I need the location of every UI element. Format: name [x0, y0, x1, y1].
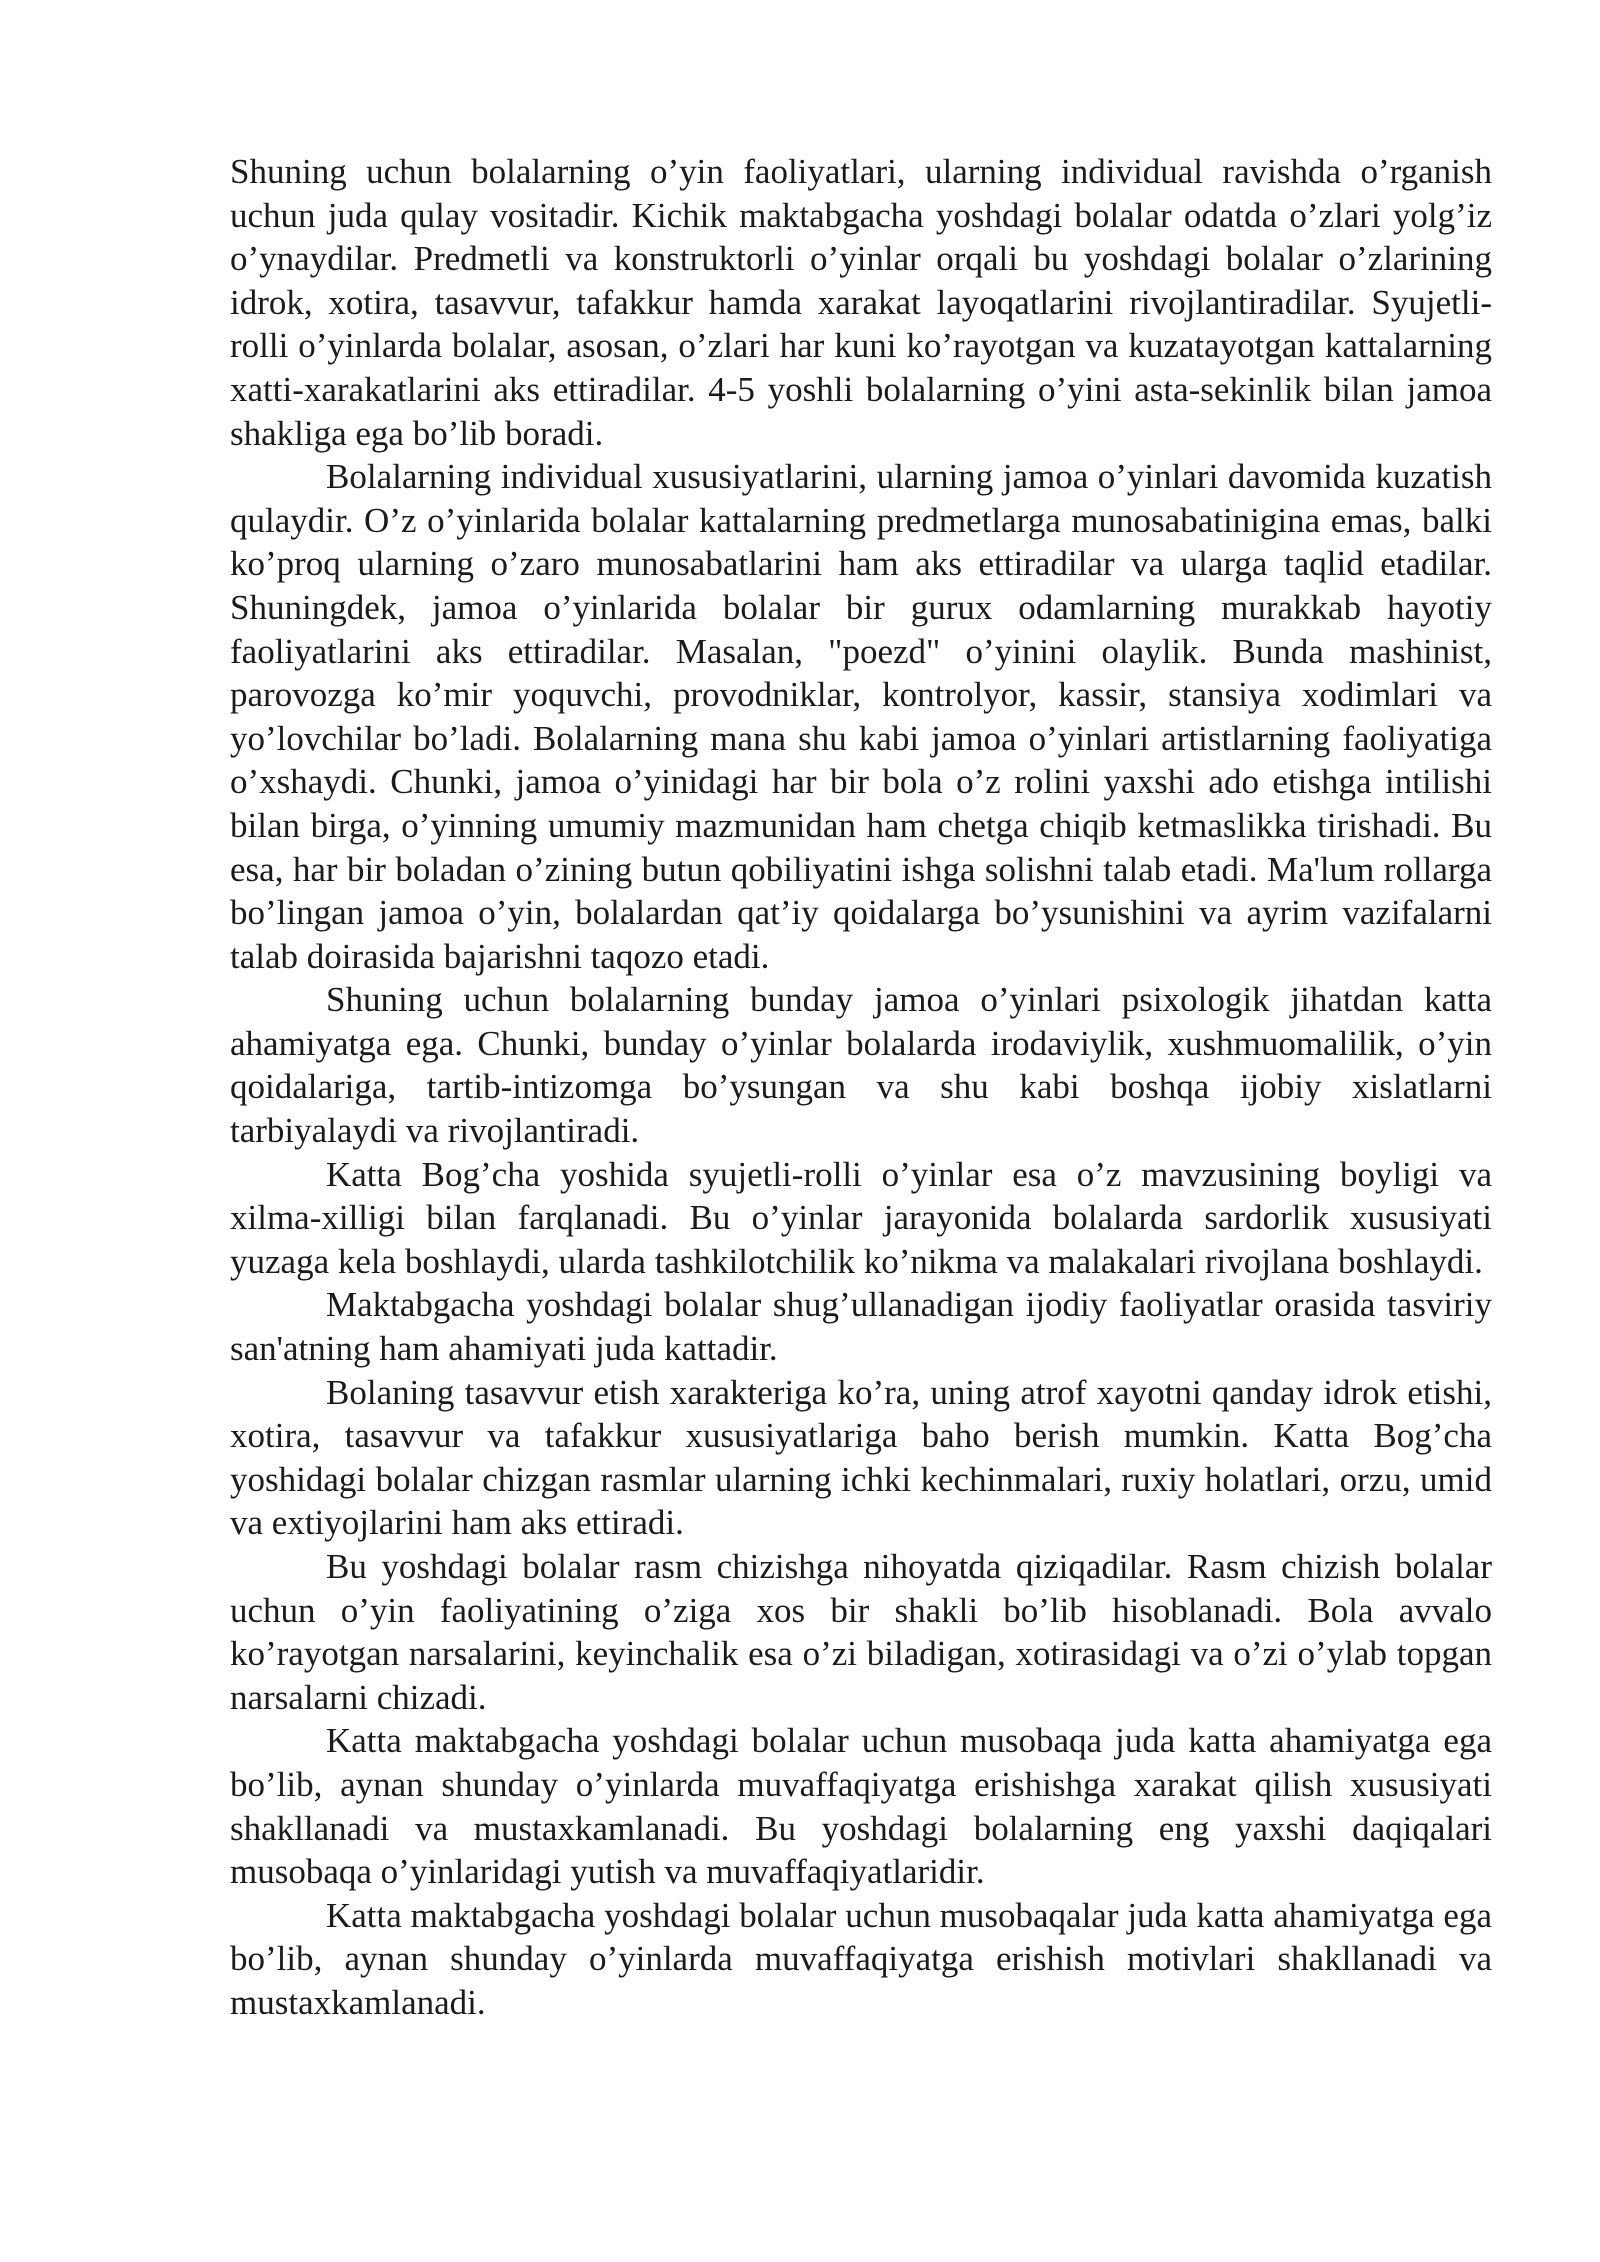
paragraph: Bolaning tasavvur etish xarakteriga ko’ra, uning atrof xayotni qanday idrok etishi, xotira, tasavvur va tafakkur xususiyatlariga baho berish mumkin. Katta Bog’cha yoshidagi bolalar chizgan rasmlar ularning ichki kechinmalari, ruxiy holatlari, orzu, umid va extiyojlarini ham aks ettiradi. — [230, 1372, 1492, 1543]
paragraph: Katta maktabgacha yoshdagi bolalar uchun musobaqalar juda katta ahamiyatga ega bo’lib, aynan shunday o’yinlarda muvaffaqiyatga erishish motivlari shakllanadi va mustaxkamlanadi. — [230, 1895, 1492, 2022]
paragraph: Katta Bog’cha yoshida syujetli-rolli o’yinlar esa o’z mavzusining boyligi va xilma-xilligi bilan farqlanadi. Bu o’yinlar jarayonida bolalarda sardorlik xususiyati yuzaga kela boshlaydi, ularda tashkilotchilik ko’nikma va malakalari rivojlana boshlaydi. — [230, 1154, 1492, 1281]
paragraph: Shuning uchun bolalarning o’yin faoliyatlari, ularning individual ravishda o’rganish uchun juda qulay vositadir. Kichik maktabgacha yoshdagi bolalar odatda o’zlari yolg’iz o’ynaydilar. Predmetli va konstruktorli o’yinlar orqali bu yoshdagi bolalar o’zlarining idrok, xotira, tasavvur, tafakkur hamda xarakat layoqatlarini rivojlantiradilar. Syujetli-rolli o’yinlarda bolalar, asosan, o’zlari har kuni ko’rayotgan va kuzatayotgan kattalarning xatti-xarakatlarini aks ettiradilar. 4-5 yoshli bolalarning o’yini asta-sekinlik bilan jamoa shakliga ega bo’lib boradi. — [230, 152, 1492, 453]
paragraph: Bu yoshdagi bolalar rasm chizishga nihoyatda qiziqadilar. Rasm chizish bolalar uchun o’yin faoliyatining o’ziga xos bir shakli bo’lib hisoblanadi. Bola avvalo ko’rayotgan narsalarini, keyinchalik esa o’zi biladigan, xotirasidagi va o’zi o’ylab topgan narsalarni chizadi. — [230, 1547, 1492, 1717]
document-page — [230, 150, 1492, 2025]
paragraph: Maktabgacha yoshdagi bolalar shug’ullanadigan ijodiy faoliyatlar orasida tasviriy san'atning ham ahamiyati juda kattadir. — [230, 1285, 1492, 1369]
paragraph: Katta maktabgacha yoshdagi bolalar uchun musobaqa juda katta ahamiyatga ega bo’lib, aynan shunday o’yinlarda muvaffaqiyatga erishishga xarakat qilish xususiyati shakllanadi va mustaxkamlanadi. Bu yoshdagi bolalarning eng yaxshi daqiqalari musobaqa o’yinlaridagi yutish va muvaffaqiyatlaridir. — [230, 1721, 1492, 1892]
paragraph: Shuning uchun bolalarning bunday jamoa o’yinlari psixologik jihatdan katta ahamiyatga ega. Chunki, bunday o’yinlar bolalarda irodaviylik, xushmuomalilik, o’yin qoidalariga, tartib-intizomga bo’ysungan va shu kabi boshqa ijobiy xislatlarni tarbiyalaydi va rivojlantiradi. — [230, 980, 1492, 1151]
paragraph: Bolalarning individual xususiyatlarini, ularning jamoa o’yinlari davomida kuzatish qulaydir. O’z o’yinlarida bolalar kattalarning predmetlarga munosabatinigina emas, balki ko’proq ularning o’zaro munosabatlarini ham aks ettiradilar va ularga taqlid etadilar. Shuningdek, jamoa o’yinlarida bolalar bir gurux odamlarning murakkab hayotiy faoliyatlarini aks ettiradilar. Masalan, "poezd" o’yinini olaylik. Bunda mashinist, parovozga ko’mir yoquvchi, provodniklar, kontrolyor, kassir, stansiya xodimlari va yo’lovchilar bo’ladi. Bolalarning mana shu kabi jamoa o’yinlari artistlarning faoliyatiga o’xshaydi. Chunki, jamoa o’yinidagi har bir bola o’z rolini yaxshi ado etishga intilishi bilan birga, o’yinning umumiy mazmunidan ham chetga chiqib ketmaslikka tirishadi. Bu esa, har bir boladan o’zining butun qobiliyatini ishga solishni talab etadi. Ma'lum rollarga bo’lingan jamoa o’yin, bolalardan qat’iy qoidalarga bo’ysunishini va ayrim vazifalarni talab doirasida bajarishni taqozo etadi. — [230, 457, 1492, 976]
